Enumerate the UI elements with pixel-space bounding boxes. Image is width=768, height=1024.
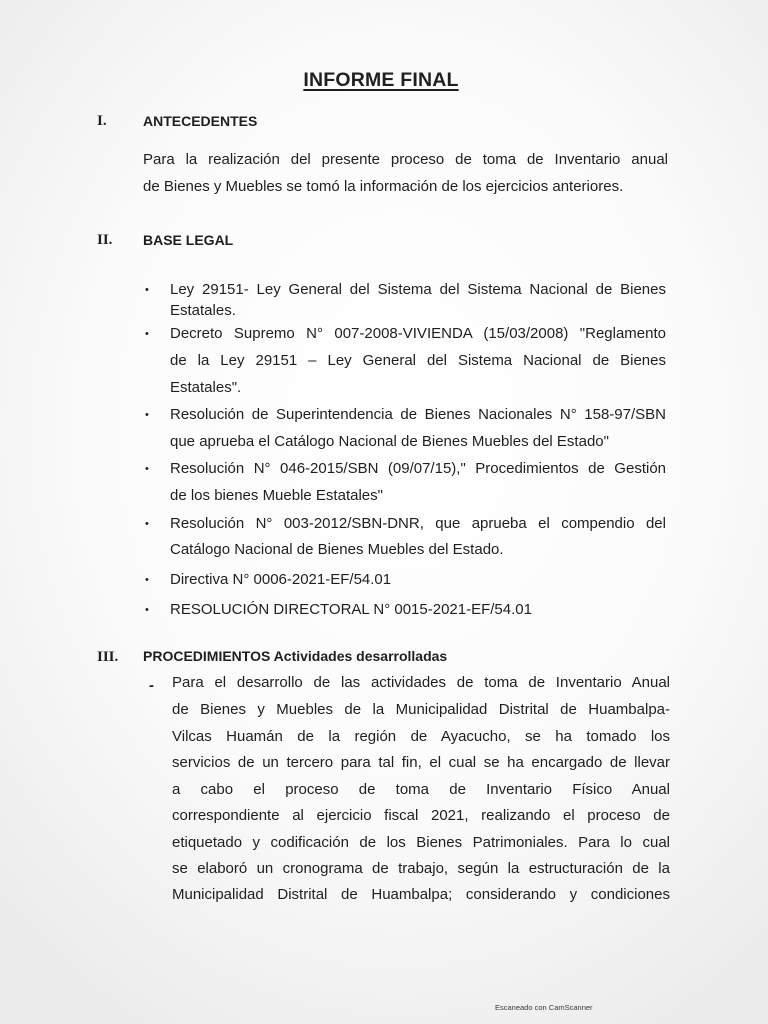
bullet-line: que aprueba el Catálogo Nacional de Bienes Muebles del Estado" (170, 433, 609, 450)
section-number: II. (97, 232, 113, 248)
paragraph-line: a cabo el proceso de toma de Inventario Físico Anual (172, 781, 670, 798)
bullet-marker: • (145, 409, 149, 421)
paragraph-line: etiquetado y codificación de los Bienes Patrimoniales. Para lo cual (172, 834, 670, 851)
bullet-line: Ley 29151- Ley General del Sistema del Sistema Nacional de Bienes (170, 281, 666, 298)
document-title: INFORME FINAL (303, 69, 459, 91)
paragraph-line: de Bienes y Muebles de la Municipalidad Distrital de Huambalpa- (172, 701, 670, 718)
bullet-line: Resolución N° 046-2015/SBN (09/07/15)," Procedimientos de Gestión (170, 460, 666, 477)
bullet-line: Estatales". (170, 379, 242, 396)
dash-marker: - (149, 677, 154, 694)
paragraph-line: se elaboró un cronograma de trabajo, según la estructuración de la (172, 860, 670, 877)
bullet-line: Resolución N° 003-2012/SBN-DNR, que aprueba el compendio del (170, 515, 666, 532)
scanner-watermark: Escaneado con CamScanner (495, 1003, 593, 1012)
paragraph-line: Para la realización del presente proceso de toma de Inventario anual (143, 151, 668, 168)
section-heading: PROCEDIMIENTOS Actividades desarrolladas (143, 648, 448, 664)
bullet-line: Decreto Supremo N° 007-2008-VIVIENDA (15/03/2008) "Reglamento (170, 325, 666, 342)
paragraph-line: servicios de un tercero para tal fin, el cual se ha encargado de llevar (172, 754, 670, 771)
section-heading: BASE LEGAL (143, 232, 234, 248)
paragraph-line: Para el desarrollo de las actividades de toma de Inventario Anual (172, 674, 670, 691)
paragraph-line: Vilcas Huamán de la región de Ayacucho, se ha tomado los (172, 728, 670, 745)
bullet-marker: • (145, 518, 149, 530)
bullet-marker: • (145, 604, 149, 616)
section-number: I. (97, 113, 107, 129)
bullet-line: Estatales. (170, 302, 236, 319)
bullet-line: Resolución de Superintendencia de Bienes Nacionales N° 158-97/SBN (170, 406, 666, 423)
bullet-line: RESOLUCIÓN DIRECTORAL N° 0015-2021-EF/54.01 (170, 601, 532, 618)
bullet-marker: • (145, 463, 149, 475)
bullet-marker: • (145, 284, 149, 296)
bullet-marker: • (145, 328, 149, 340)
title-block (231, 67, 531, 93)
section-heading: ANTECEDENTES (143, 113, 258, 129)
bullet-line: de los bienes Mueble Estatales" (170, 487, 383, 504)
section-number: III. (97, 649, 119, 665)
bullet-line: Catálogo Nacional de Bienes Muebles del Estado. (170, 541, 504, 558)
bullet-line: Directiva N° 0006-2021-EF/54.01 (170, 571, 392, 588)
paragraph-line: Municipalidad Distrital de Huambalpa; considerando y condiciones (172, 886, 670, 903)
bullet-marker: • (145, 574, 149, 586)
paragraph-line: de Bienes y Muebles se tomó la información de los ejercicios anteriores. (143, 178, 624, 195)
bullet-line: de la Ley 29151 – Ley General del Sistema Nacional de Bienes (170, 352, 666, 369)
paragraph-line: correspondiente al ejercicio fiscal 2021, realizando el proceso de (172, 807, 670, 824)
